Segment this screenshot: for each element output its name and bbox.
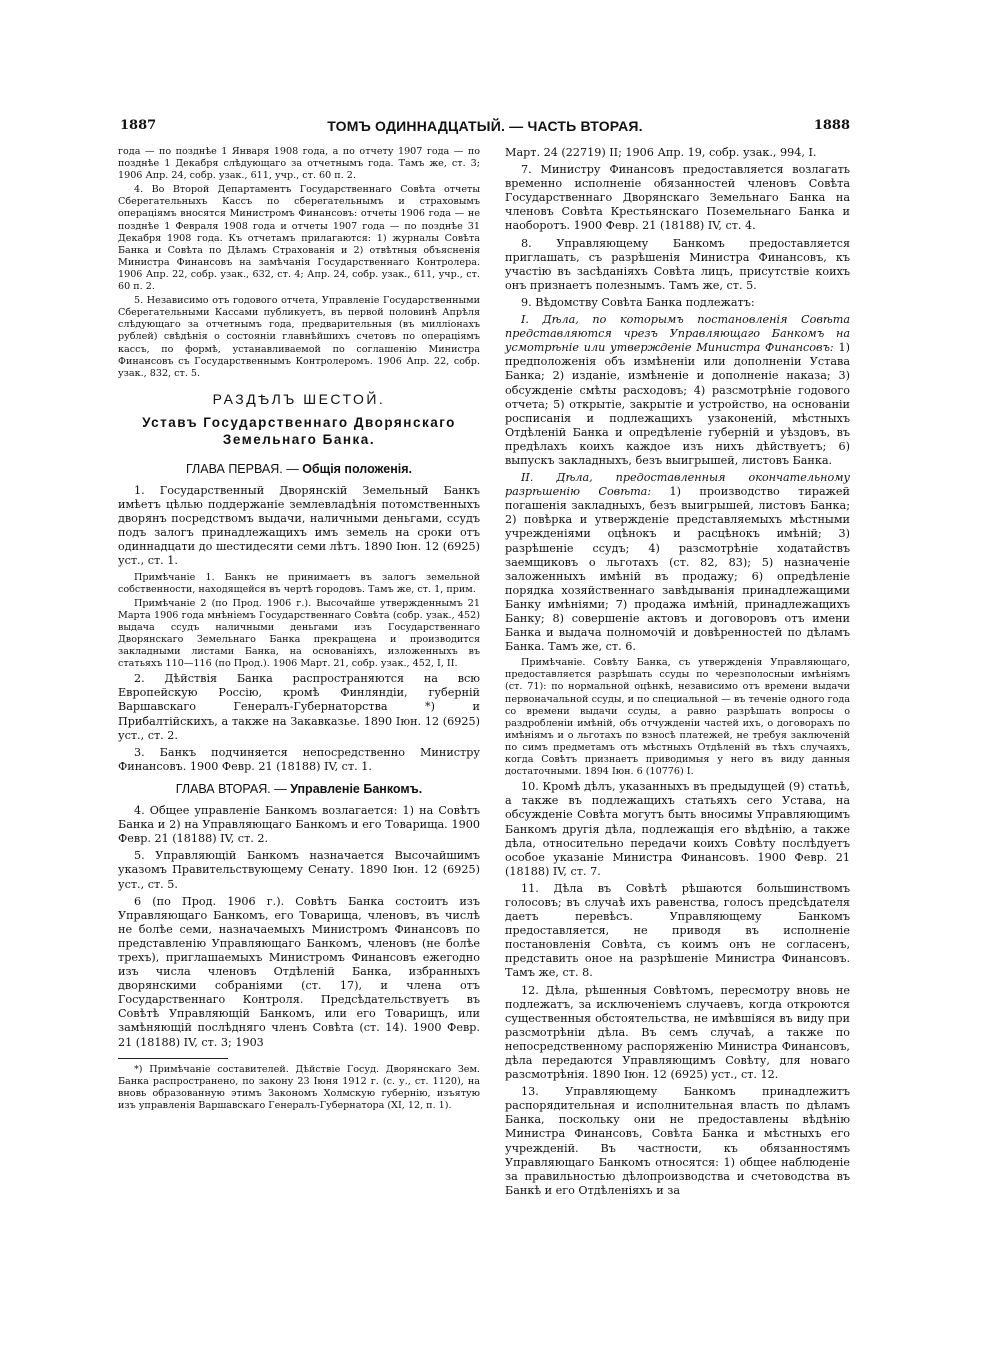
- chapter-subtitle: Управленіе Банкомъ.: [290, 781, 423, 796]
- chapter-label: ГЛАВА ВТОРАЯ. —: [175, 781, 287, 796]
- left-column: [118, 146, 480, 1114]
- article: 12. Дѣла, рѣшенныя Совѣтомъ, пересмотру вновь не подлежатъ, за исключеніемъ случаевъ, когда откроются существенныя обстоятельства, не имѣвшіяся въ виду при разсмотрѣніи дѣла. Въ семъ случаѣ, а также по непосредственному распоряженію Министра Финансовъ, дѣла передаются Управляющимъ Совѣту, для новаго разсмотрѣнія. 1890 Іюн. 12 (6925) уст., ст. 12.: [505, 983, 850, 1082]
- subsection-text: 1) производство тиражей погашенія закладныхъ, безъ выигрышей, листовъ Банка; 2) повѣрка и утвержденіе представляемыхъ мѣстными учрежденіями оцѣнокъ и расцѣнокъ имѣній; 3) разрѣшеніе ссудъ; 4) разсмотрѣніе ходатайствъ заемщиковъ о льготахъ (ст. 82, 83); 5) назначеніе заложенныхъ имѣній въ продажу; 6) опредѣленіе порядка хозяйственнаго завѣдыванія принадлежащими Банку имѣніями; 7) продажа имѣній, принадлежащихъ Банку; 8) совершеніе актовъ и договоровъ отъ имени Банка и выдача полномочій и довѣренностей по дѣламъ Банка. Тамъ же, ст. 6.: [505, 485, 851, 654]
- article: 6 (по Прод. 1906 г.). Совѣтъ Банка состоитъ изъ Управляющаго Банкомъ, его Товарища, членовъ, въ числѣ не болѣе семи, назначаемыхъ Министромъ Финансовъ по представленію Управляющаго Банкомъ, членовъ (не болѣе трехъ), приглашаемыхъ Министромъ Финансовъ ежегодно изъ числа членовъ Отдѣленій Банка, избранныхъ дворянскими собраніями (ст. 17), и члена отъ Государственнаго Контроля. Предсѣдательствуетъ въ Совѣтѣ Управляющій Банкомъ, или его Товарищъ, или замѣняющій послѣдняго членъ Совѣта (ст. 14). 1900 Февр. 21 (18188) IV, ст. 3; 1903: [118, 894, 480, 1049]
- page-number-left: 1887: [120, 118, 157, 133]
- chapter-heading: [118, 782, 480, 796]
- page-header: [120, 118, 850, 140]
- article: 3. Банкъ подчиняется непосредственно Министру Финансовъ. 1900 Февр. 21 (18188) IV, ст. 1.: [118, 745, 480, 773]
- subsection-text: 1) предположенія объ измѣненіи или дополненіи Устава Банка; 2) изданіе, измѣненіе и дополненіе наказа; 3) обсужденіе смѣты расходовъ; 4) разсмотрѣніе годового отчета; 5) открытіе, закрытіе и устройство, на основаніи росписанія и подлежащихъ узаконеній, мѣстныхъ Отдѣленій Банка и опредѣленіе губерній и уѣздовъ, въ предѣлахъ коихъ каждое изъ нихъ дѣйствуетъ; 6) выпускъ закладныхъ, безъ выигрышей, листовъ Банка.: [505, 341, 850, 467]
- article: 1. Государственный Дворянскій Земельный Банкъ имѣетъ цѣлью поддержаніе землевладѣнія потомственныхъ дворянъ посредствомъ выдачи, наличными деньгами, ссудъ подъ залогъ принадлежащихъ имъ земель на сроки отъ одиннадцати до шестидесяти семи лѣтъ. 1890 Іюн. 12 (6925) уст., ст. 1.: [118, 483, 480, 568]
- article: 7. Министру Финансовъ предоставляется возлагать временно исполненіе обязанностей членовъ Совѣта Государственнаго Дворянскаго Земельнаго Банка на членовъ Совѣта Крестьянскаго Поземельнаго Банка и наоборотъ. 1900 Февр. 21 (18188) IV, ст. 4.: [505, 163, 850, 233]
- article: 13. Управляющему Банкомъ принадлежитъ распорядительная и исполнительная власть по дѣламъ Банка, поскольку они не предоставлены вѣдѣнію Министра Финансовъ, Совѣта Банка и мѣстныхъ его учрежденій. Въ частности, къ обязанностямъ Управляющаго Банкомъ относятся: 1) общее наблюденіе за правильностью дѣлопроизводства и счетоводства въ Банкѣ и его Отдѣленіяхъ и за: [505, 1085, 850, 1197]
- subsection: [505, 313, 850, 468]
- paragraph: года — по позднѣе 1 Января 1908 года, а по отчету 1907 года — по позднѣе 1 Декабря слѣдующаго за отчетнымъ года. Тамъ же, ст. 3; 1906 Апр. 24, собр. узак., 611, учр., ст. 60 п. 2.: [118, 146, 480, 182]
- footnote: *) Примѣчаніе составителей. Дѣйствіе Госуд. Дворянскаго Зем. Банка распространено, по закону 23 Іюня 1912 г. (с. у., ст. 1120), на вновь образованную этимъ Закономъ Холмскую губернію, изъятую изъ управленія Варшавскаго Генералъ-Губернатора (XI, 12, п. 1).: [118, 1063, 480, 1111]
- continued-text: [118, 146, 480, 380]
- subsection: [505, 471, 850, 654]
- article: 5. Управляющій Банкомъ назначается Высочайшимъ указомъ Правительствующему Сенату. 1890 Іюн. 12 (6925) уст., ст. 5.: [118, 849, 480, 891]
- paragraph: 5. Независимо отъ годового отчета, Управленіе Государственными Сберегательными Кассами публикуетъ, въ первой половинѣ Апрѣля слѣдующаго за отчетнымъ года, предварительныя (въ милліонахъ рублей) свѣдѣнія о состояніи главнѣйшихъ счетовъ по операціямъ кассъ, по формѣ, устанавливаемой по соглашенію Министра Финансовъ съ Государственнымъ Контролеромъ. 1906 Апр. 22, собр. узак., 832, ст. 5.: [118, 295, 480, 379]
- article: 4. Общее управленіе Банкомъ возлагается: 1) на Совѣтъ Банка и 2) на Управляющаго Банкомъ и его Товарища. 1900 Февр. 21 (18188) IV, ст. 2.: [118, 804, 480, 846]
- right-column: [505, 146, 850, 1201]
- article: 8. Управляющему Банкомъ предоставляется приглашать, съ разрѣшенія Министра Финансовъ, къ участію въ засѣданіяхъ Совѣта лицъ, присутствіе коихъ онъ признаетъ полезнымъ. Тамъ же, ст. 5.: [505, 236, 850, 292]
- article: 10. Кромѣ дѣлъ, указанныхъ въ предыдущей (9) статьѣ, а также въ подлежащихъ статьяхъ сего Устава, на обсужденіе Совѣта могутъ быть вносимы Управляющимъ Банкомъ другія дѣла, подлежащія его вѣдѣнію, а также дѣла, относительно передачи коихъ Совѣту послѣдуетъ особое указаніе Министра Финансовъ. 1900 Февр. 21 (18188) IV, ст. 7.: [505, 780, 850, 878]
- article: 9. Вѣдомству Совѣта Банка подлежатъ:: [521, 295, 755, 309]
- notes: [505, 657, 850, 778]
- article: 2. Дѣйствія Банка распространяются на всю Европейскую Россію, кромѣ Финляндіи, губерній Варшавскаго Генералъ-Губернаторства *) и Прибалтійскихъ, а также на Закавказье. 1890 Іюн. 12 (6925) уст., ст. 2.: [118, 672, 480, 742]
- chapter-label: ГЛАВА ПЕРВАЯ. —: [185, 461, 299, 476]
- page-number-right: 1888: [813, 118, 850, 133]
- footnote-divider: [118, 1058, 228, 1059]
- paragraph: Март. 24 (22719) II; 1906 Апр. 19, собр. узак., 994, I.: [505, 146, 817, 159]
- notes: [118, 572, 480, 671]
- chapter-heading: [118, 462, 480, 476]
- note: Примѣчаніе. Совѣту Банка, съ утвержденія Управляющаго, предоставляется разрѣшать ссуды по черезполосныи имѣніямъ (ст. 71): по нормальной оцѣнкѣ, независимо отъ времени выдачи первоначальной ссуды, и по специальной — въ теченіе одного года со времени выдачи ссуды, а равно разрѣшать вопросы о раздробленіи имѣній, объ отчужденіи частей ихъ, о договорахъ по имѣніямъ и о льготахъ по взносѣ платежей, не требуя заключеній по симъ предметамъ отъ мѣстныхъ Отдѣленій въ тѣхъ случаяхъ, когда Совѣтъ признаетъ приводимыя у него въ виду данныя достаточными. 1894 Іюн. 6 (10776) I.: [505, 657, 850, 778]
- paragraph: 4. Во Второй Департаментъ Государственнаго Совѣта отчеты Сберегательныхъ Кассъ по сберегательнымъ и страховымъ операціямъ вносятся Министромъ Финансовъ: отчеты 1906 года — не позднѣе 1 Февраля 1908 года и отчеты 1907 года — по позднѣе 31 Декабря 1908 года. Къ отчетамъ прилагаются: 1) журналы Совѣта Банка и Совѣта по Дѣламъ Страхованія и 2) отвѣтныя объясненія Министра Финансовъ на замѣчанія Государственнаго Контролера. 1906 Апр. 22, собр. узак., 632, ст. 4; Апр. 24, собр. узак., 611, учр., ст. 60 п. 2.: [118, 184, 480, 293]
- section-title: РАЗДѢЛЪ ШЕСТОЙ.: [212, 390, 386, 407]
- running-title: ТОМЪ ОДИННАДЦАТЫЙ. — ЧАСТЬ ВТОРАЯ.: [327, 118, 643, 134]
- charter-title: Уставъ Государственнаго Дворянскаго Земельнаго Банка.: [142, 414, 456, 447]
- subsection-title: II. Дѣла, предоставленныя окончательному разрѣшенію Совѣта:: [505, 471, 850, 499]
- note: Примѣчаніе 1. Банкъ не принимаетъ въ залогъ земельной собственности, находящейся въ чертѣ городовъ. Тамъ же, ст. 1, прим.: [118, 571, 480, 595]
- footnote-block: [118, 1064, 480, 1112]
- subsection-title: I. Дѣла, по которымъ постановленія Совѣта представляются чрезъ Управляющаго Банкомъ на усмотрѣніе или утвержденіе Министра Финансовъ:: [505, 313, 850, 355]
- chapter-subtitle: Общія положенія.: [302, 461, 412, 476]
- note: Примѣчаніе 2 (по Прод. 1906 г.). Высочайше утвержденнымъ 21 Марта 1906 года мнѣніемъ Государственнаго Совѣта (собр. узак., 452) выдача ссудъ наличными деньгами изъ Государственнаго Дворянскаго Земельнаго Банка прекращена и производится закладными листами Банка, на основаніяхъ, изложенныхъ въ статьяхъ 110—116 (по Прод.). 1906 Март. 21, собр. узак., 452, I, II.: [118, 597, 480, 670]
- article: 11. Дѣла въ Совѣтѣ рѣшаются большинствомъ голосовъ; въ случаѣ ихъ равенства, голосъ предсѣдателя даетъ перевѣсъ. Управляющему Банкомъ предоставляется, не приводя въ исполненіе постановленія Совѣта, съ коимъ онъ не согласенъ, представить оное на разрѣшеніе Министра Финансовъ. Тамъ же, ст. 8.: [505, 881, 850, 980]
